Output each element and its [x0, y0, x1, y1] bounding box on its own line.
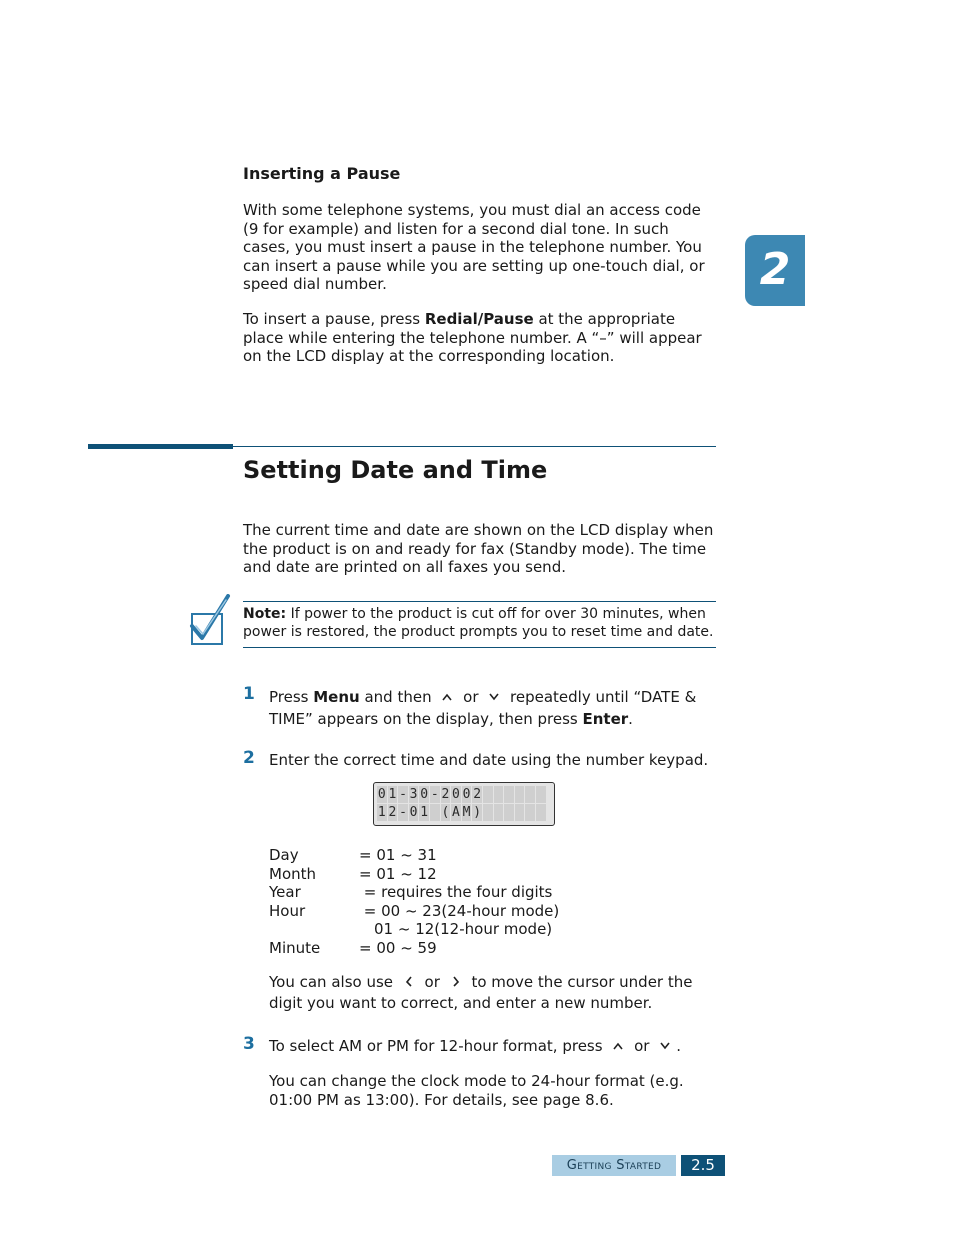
lcd-cell — [536, 804, 547, 821]
lcd-cell: 2 — [388, 805, 397, 820]
section-title: Setting Date and Time — [243, 456, 548, 484]
lcd-cell: 0 — [420, 787, 429, 802]
range-value: = 00 ~ 23(24-hour mode) — [359, 901, 560, 920]
step-3-text — [269, 1037, 719, 1058]
lcd-cell — [536, 786, 547, 803]
footer-chapter-label: Getting Started — [552, 1155, 676, 1176]
lcd-cell — [525, 786, 536, 803]
cursor-paragraph — [269, 973, 719, 1012]
range-value: 01 ~ 12(12-hour mode) — [374, 920, 553, 938]
lcd-cell — [430, 804, 441, 821]
lcd-cell — [515, 786, 526, 803]
lcd-cell: 0 — [462, 787, 471, 802]
step-3-text-a: To select AM or PM for 12-hour format, press — [269, 1037, 608, 1055]
lcd-cell: 2 — [473, 787, 482, 802]
range-row — [269, 883, 589, 902]
lcd-cell: 0 — [452, 787, 460, 802]
redial-pause-key-label: Redial/Pause — [424, 310, 534, 328]
step-1-text — [269, 687, 709, 729]
lcd-cell — [525, 804, 536, 821]
step-number-3: 3 — [243, 1034, 255, 1054]
lcd-cell — [483, 804, 494, 821]
lcd-cell: 2 — [441, 787, 450, 802]
step-1-text-b: and then — [359, 688, 437, 706]
lcd-cell: - — [430, 787, 439, 802]
range-label: Hour — [269, 901, 306, 920]
lcd-character-grid — [377, 786, 547, 821]
cursor-text-a: You can also use — [269, 973, 398, 991]
section-rule-thin — [233, 446, 716, 447]
range-list — [269, 846, 589, 957]
range-value: = requires the four digits — [359, 883, 553, 901]
lcd-cell — [494, 786, 505, 803]
lcd-cell — [504, 804, 515, 821]
pause-text-pre: To insert a pause, press — [243, 310, 425, 328]
lcd-cell: M — [462, 805, 471, 820]
note-rule-top — [243, 601, 716, 602]
step-3-text-b: or — [629, 1037, 655, 1055]
lcd-cell: 1 — [377, 805, 386, 820]
lcd-cell: ) — [473, 805, 482, 820]
up-chevron-icon — [607, 1039, 629, 1058]
step-1-text-a: Press — [269, 688, 314, 706]
step-1-text-e: . — [628, 710, 633, 728]
down-chevron-icon — [654, 1039, 676, 1058]
range-row — [269, 920, 589, 939]
menu-key-label: Menu — [313, 688, 360, 706]
lcd-cell — [494, 804, 505, 821]
step-1-text-d: repeatedly until “DATE & TIME” appears on the display, then press — [269, 688, 697, 728]
cursor-text-b: or — [419, 973, 445, 991]
lcd-cell — [515, 804, 526, 821]
lcd-cell: 1 — [388, 787, 397, 802]
step-number-2: 2 — [243, 748, 255, 768]
range-label: Month — [269, 864, 317, 883]
lcd-cell: - — [399, 787, 407, 802]
range-row — [269, 939, 589, 958]
range-value: = 00 ~ 59 — [359, 938, 437, 957]
step-1-text-c: or — [458, 688, 484, 706]
cursor-text-c: to move the cursor under the digit you want to correct, and enter a new number. — [269, 973, 693, 1012]
section-intro: The current time and date are shown on the LCD display when the product is on and ready for fax (Standby mode). The time and date are printed on all faxes you send. — [243, 521, 714, 576]
range-label: Minute — [269, 938, 321, 957]
step-3-text-c: . — [676, 1037, 681, 1055]
down-chevron-icon — [483, 689, 505, 709]
range-label — [269, 920, 359, 939]
pause-text-post: at the appropriate place while entering the telephone number. A “–” will appear on the LCD display at the corresponding location. — [243, 310, 702, 365]
note-label: Note: — [243, 606, 287, 622]
lcd-cell: 3 — [409, 787, 418, 802]
enter-key-label: Enter — [582, 710, 629, 728]
step-3-paragraph-2: You can change the clock mode to 24-hour format (e.g. 01:00 PM as 13:00). For details, see page 8.6. — [269, 1072, 684, 1109]
lcd-cell: ( — [441, 805, 450, 820]
pause-paragraph-1: With some telephone systems, you must dial an access code (9 for example) and listen for a second dial tone. In such cases, you must insert a pause in the telephone number. You can insert a pause while you are setting up one-touch dial, or speed dial number. — [243, 201, 705, 293]
range-row — [269, 865, 589, 884]
step-number-1: 1 — [243, 684, 255, 704]
range-row — [269, 846, 589, 865]
section-rule-thick — [88, 444, 233, 449]
range-value: = 01 ~ 12 — [359, 864, 437, 883]
lcd-cell: 1 — [420, 805, 429, 820]
lcd-cell: 0 — [409, 805, 418, 820]
lcd-cell: - — [399, 805, 407, 820]
right-chevron-icon — [445, 975, 467, 994]
left-chevron-icon — [398, 975, 420, 994]
pause-paragraph-2 — [243, 310, 718, 366]
up-chevron-icon — [436, 689, 458, 709]
chapter-tab: 2 — [745, 235, 805, 306]
lcd-display — [373, 782, 555, 826]
lcd-cell: A — [452, 805, 460, 820]
note-body: If power to the product is cut off for over 30 minutes, when power is restored, the product prompts you to reset time and date. — [243, 606, 714, 640]
lcd-cell — [483, 786, 494, 803]
range-value: = 01 ~ 31 — [359, 846, 437, 864]
lcd-cell — [504, 786, 515, 803]
lcd-cell: 0 — [377, 787, 386, 802]
note-text — [243, 606, 723, 641]
range-label: Year — [269, 883, 301, 901]
footer-page-number: 2.5 — [681, 1155, 725, 1176]
range-label: Day — [269, 846, 299, 864]
checkmark-note-icon — [188, 594, 232, 648]
note-rule-bottom — [243, 647, 716, 648]
step-2-text: Enter the correct time and date using the number keypad. — [269, 751, 709, 769]
range-row — [269, 902, 589, 921]
subsection-heading: Inserting a Pause — [243, 164, 401, 183]
